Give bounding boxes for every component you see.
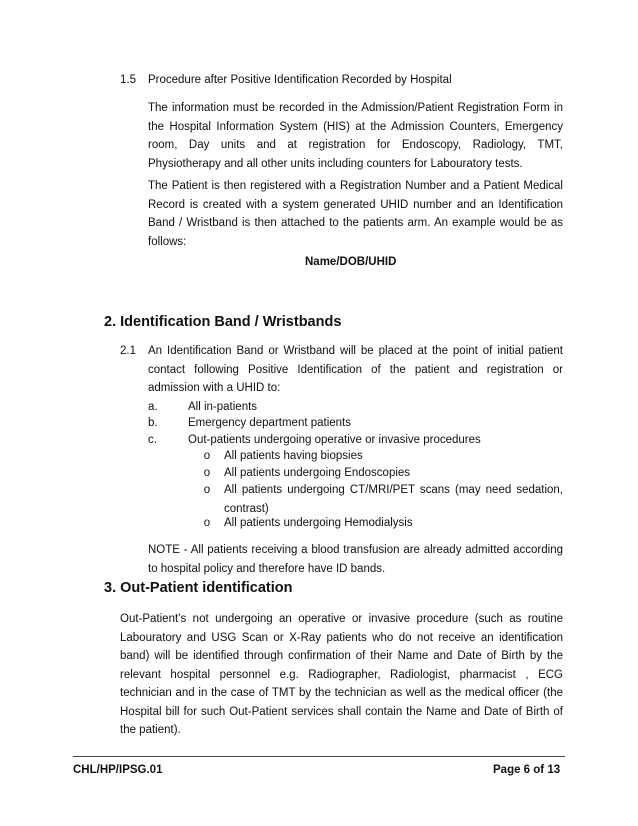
- section-3-text: Out-Patient’s not undergoing an operative or invasive procedure (such as routine Labouratory and USG Scan or X-Ray patients who do not receive an identification band) will be identified through confirmation of their Name and Date of Birth by the relevant hospital personnel e.g. Radiographer, Radiologist, pharmacist , ECG technician and in the case of TMT by the technician as well as the medical officer (the Hospital bill for such Out-Patient services shall contain the Name and Date of Birth of the patient).: [120, 613, 563, 736]
- section-2-1-text: An Identification Band or Wristband will be placed at the point of initial patient contact following Positive Identification of the patient and registration or admission with a UHID to:: [148, 345, 563, 394]
- sub-list-item: All patients undergoing Endoscopies: [224, 467, 411, 479]
- section-1-5-paragraph-1: The information must be recorded in the Admission/Patient Registration Form in the Hospital Information System (HIS) at the Admission Counters, Emergency room, Day units and at registration for Endoscopy, Radiology, TMT, Physiotherapy and all other units including counters for Labouratory tests.: [148, 102, 563, 170]
- bullet-marker: o: [203, 517, 211, 529]
- sub-list-item: All patients undergoing CT/MRI/PET scans (may need sedation, contrast): [224, 484, 563, 515]
- list-item: Emergency department patients: [188, 417, 352, 429]
- sub-list-item: All patients undergoing Hemodialysis: [224, 517, 413, 529]
- footer-page-number: Page 6 of 13: [493, 764, 561, 776]
- section-1-5-paragraph-2: The Patient is then registered with a Registration Number and a Patient Medical Record is created with a system generated UHID number and an Identification Band / Wristband is then attached to the patients arm. An example would be as follows:: [148, 180, 563, 248]
- bullet-marker: o: [203, 467, 211, 479]
- bullet-marker: o: [203, 450, 211, 462]
- list-marker: a.: [148, 401, 158, 413]
- example-format: Name/DOB/UHID: [305, 256, 397, 268]
- footer-rule: [73, 756, 565, 757]
- section-1-5-number: 1.5: [120, 74, 136, 86]
- bullet-marker: o: [203, 484, 211, 496]
- list-item: All in-patients: [188, 401, 258, 413]
- sub-list-item: All patients having biopsies: [224, 450, 363, 462]
- section-2-note: NOTE - All patients receiving a blood transfusion are already admitted according to hospital policy and therefore have ID bands.: [148, 544, 563, 575]
- section-2-heading: 2. Identification Band / Wristbands: [104, 314, 342, 330]
- list-marker: b.: [148, 417, 158, 429]
- footer-doc-code: CHL/HP/IPSG.01: [73, 764, 163, 776]
- list-item: Out-patients undergoing operative or invasive procedures: [188, 434, 481, 446]
- list-marker: c.: [148, 434, 157, 446]
- section-3-heading: 3. Out-Patient identification: [104, 580, 293, 596]
- section-1-5-heading: Procedure after Positive Identification Recorded by Hospital: [148, 74, 452, 86]
- section-2-1-number: 2.1: [120, 345, 136, 357]
